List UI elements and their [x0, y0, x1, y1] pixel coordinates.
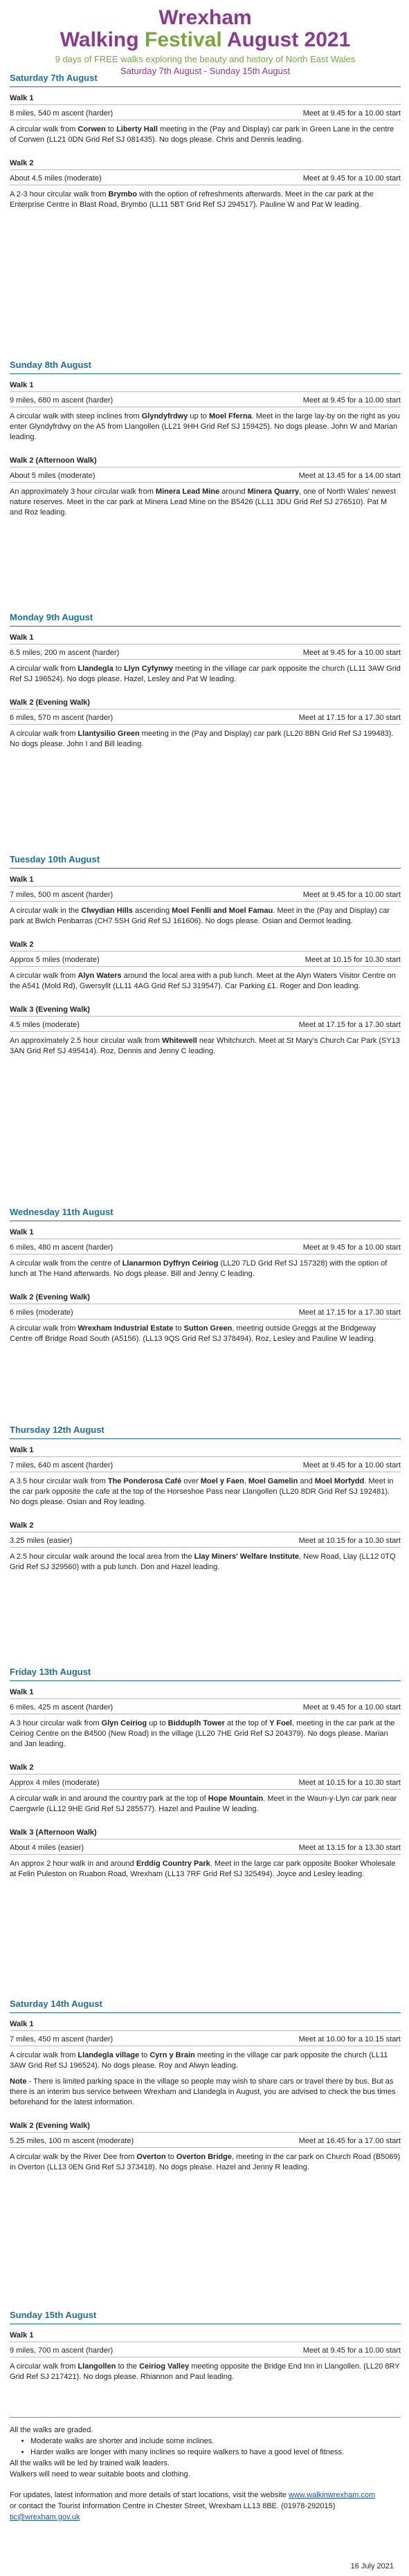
walk-text: near Whitchurch. Meet at St Mary's Church Car Park (SY13 3AN Grid Ref SJ 495414). Roz, Dennis and Jenny C leading. [10, 1037, 400, 1055]
walk-location: Erddig Country Park [136, 1860, 210, 1868]
walk-info-row [10, 396, 401, 407]
walk-text: . Meet in the large lay-by on the right as you enter Glyndyfrdwy on the A5 from Llangollen (LL21 9HH Grid Ref SJ 159425). No dogs please. John W and Marian leading. [10, 412, 400, 441]
day-heading: Wednesday 11th August [10, 1207, 401, 1221]
walk-text: , [244, 1477, 248, 1485]
walk-block [10, 381, 401, 443]
walk-title: Walk 3 (Evening Walk) [10, 1006, 401, 1017]
walk-info-row [10, 2137, 401, 2148]
walk-location: Glyn Ceiriog [101, 1719, 147, 1727]
walk-location: Llay Miners' Welfare Institute [194, 1553, 300, 1561]
walk-meet-time: Meet at 17.15 for a 17.30 start [298, 714, 401, 722]
walk-text: A circular walk from [10, 972, 78, 980]
walk-info-row [10, 1537, 401, 1548]
walk-description [10, 1718, 401, 1750]
walk-info-row [10, 174, 401, 185]
walk-text: meeting opposite the Bridge End Inn in Llangollen. (LL20 8RY Grid Ref SJ 217421). No dogs please. Rhiannon and Paul leading. [10, 2362, 400, 2381]
walk-info-row [10, 714, 401, 725]
walk-meet-time: Meet at 9.45 for a 10.00 start [302, 109, 401, 118]
grade-item: • Harder walks are longer with many inclines so require walkers to have a good level of fitness. [30, 2447, 401, 2458]
walk-stats: 6 miles, 480 m ascent (harder) [10, 1243, 113, 1252]
walk-title: Walk 1 [10, 1688, 401, 1699]
walk-block [10, 698, 401, 750]
walk-title: Walk 2 [10, 1521, 401, 1532]
walk-location: Llangollen [78, 2362, 116, 2371]
walk-title: Walk 3 (Afternoon Walk) [10, 1828, 401, 1840]
walk-location: Minera Lead Mine [155, 488, 220, 496]
footwear-text: Walkers will need to wear suitable boots and clothing. [10, 2470, 190, 2478]
walk-meet-time: Meet at 10.00 for a 10.15 start [298, 2035, 401, 2044]
walk-text: A circular walk in and around the country park at the top of [10, 1795, 208, 1803]
walk-meet-time: Meet at 9.45 for a 10.00 start [302, 1461, 401, 1470]
walk-block [10, 1828, 401, 1880]
walk-meet-time: Meet at 9.45 for a 10.00 start [302, 891, 401, 899]
day-section [10, 1207, 401, 1358]
walk-block [10, 1688, 401, 1750]
walk-info-row [10, 891, 401, 902]
walk-text: around [219, 488, 248, 496]
walk-title: Walk 2 [10, 940, 401, 952]
day-heading: Tuesday 10th August [10, 854, 401, 869]
day-section [10, 2310, 401, 2396]
walk-text: . Meet in the car park opposite the cafe at the top of the Horseshoe Pass near Llangollen (LL20 8DR Grid Ref SJ 192481). No dogs please. Osian and Roy leading. [10, 1477, 394, 1506]
walk-meet-time: Meet at 13.45 for a 14.00 start [298, 472, 401, 480]
walk-stats: 4.5 miles (moderate) [10, 1021, 80, 1029]
walk-location: Cyrn y Brain [149, 2051, 195, 2059]
walk-title: Walk 1 [10, 2331, 401, 2342]
walk-meet-time: Meet at 16.45 for a 17.00 start [298, 2137, 401, 2145]
title-wrexham: Wrexham [158, 6, 252, 29]
walk-block [10, 633, 401, 685]
day-heading: Saturday 14th August [10, 1999, 401, 2013]
walk-meet-time: Meet at 9.45 for a 10.00 start [302, 1243, 401, 1252]
day-heading: Friday 13th August [10, 1667, 401, 1681]
walk-block [10, 1228, 401, 1279]
walk-text: An approx 2 hour walk in and around [10, 1860, 136, 1868]
walk-block [10, 2122, 401, 2173]
walk-stats: About 5 miles (moderate) [10, 472, 96, 480]
walk-location: Y Foel [269, 1719, 292, 1727]
walk-text: A 3.5 hour circular walk from [10, 1477, 108, 1485]
walk-text: around the local area with a pub lunch. Meet at the Alyn Waters Visitor Centre on the A541 (Mold Rd), Gwersyllt (LL11 4AG Grid Ref SJ 319547). Car Parking £1. Roger and Don leading. [10, 972, 396, 990]
walk-text: at the top of [224, 1719, 270, 1727]
walk-stats: 5.25 miles, 100 m ascent (moderate) [10, 2137, 134, 2145]
walk-text: A circular walk by the River Dee from [10, 2153, 137, 2161]
day-heading: Sunday 8th August [10, 360, 401, 374]
walk-info-row [10, 472, 401, 483]
walk-text: , meeting in the car park at the Ceiriog Centre on the B4500 (New Road) in the village (LL20 7HE Grid Ref SJ 204379). No dogs please. Marian and Jan leading. [10, 1719, 395, 1748]
walk-text: A circular walk from [10, 125, 78, 133]
walk-text: to [173, 1324, 184, 1333]
walk-text: A circular walk with steep inclines from [10, 412, 142, 420]
walk-stats: 9 miles, 680 m ascent (harder) [10, 396, 113, 405]
day-section [10, 854, 401, 1071]
walk-info-row [10, 109, 401, 120]
walk-location: Llantysilio Green [78, 730, 140, 738]
walk-description [10, 2050, 401, 2071]
walk-location: Moel Gamelin [248, 1477, 298, 1485]
note-text: - There is limited parking space in the village so people may wish to share cars or travel there by bus. But as there is an interim bus service between Wrexham and Llandegla in August, you are advised to check the bus times beforehand for the latest information. [10, 2077, 396, 2106]
walk-title: Walk 2 (Evening Walk) [10, 2122, 401, 2133]
walk-info-row [10, 2035, 401, 2046]
day-heading: Sunday 15th August [10, 2310, 401, 2324]
walk-location: Llandegla village [78, 2051, 140, 2059]
festival-header [10, 0, 401, 76]
walk-meet-time: Meet at 10.15 for 10.30 start [305, 956, 401, 964]
walk-text: A 2-3 hour circular walk from [10, 190, 109, 198]
walk-text: A circular walk from [10, 1324, 78, 1333]
walk-text: A circular walk from [10, 730, 78, 738]
walk-meet-time: Meet at 17.15 for a 17.30 start [298, 1021, 401, 1029]
leaders-text: All the walks will be led by trained walk leaders. [10, 2459, 170, 2467]
walk-text: An approximately 3 hour circular walk from [10, 488, 156, 496]
walk-location: Overton Bridge [176, 2153, 232, 2161]
walk-block [10, 940, 401, 992]
walk-meet-time: Meet at 9.45 for a 10.00 start [302, 1703, 401, 1712]
walk-text: up to [147, 1719, 168, 1727]
walk-title: Walk 2 (Afternoon Walk) [10, 456, 401, 467]
walk-info-row [10, 2346, 401, 2357]
subtitle: 9 days of FREE walks exploring the beauty and history of North East Wales [55, 54, 356, 64]
day-heading: Thursday 12th August [10, 1425, 401, 1439]
walk-stats: 9 miles, 700 m ascent (harder) [10, 2346, 113, 2355]
day-section [10, 360, 401, 532]
walk-block [10, 1446, 401, 1508]
note-label: Note [10, 2077, 27, 2086]
walk-location: Moel Morfydd [314, 1477, 365, 1485]
walk-info-row [10, 1844, 401, 1855]
walk-stats: 8 miles, 540 m ascent (harder) [10, 109, 113, 118]
walk-text: A circular walk from [10, 2051, 78, 2059]
walk-stats: 6 miles (moderate) [10, 1308, 73, 1317]
walk-block [10, 2020, 401, 2108]
walk-text: A 2.5 hour circular walk around the local area from the [10, 1553, 194, 1561]
walk-stats: 7 miles, 500 m ascent (harder) [10, 891, 113, 899]
walk-description [10, 1476, 401, 1508]
walk-location: Whitewell [162, 1037, 197, 1045]
walk-location: Moel y Faen [200, 1477, 244, 1485]
walk-block [10, 456, 401, 518]
walk-description [10, 1859, 401, 1880]
walk-text: . Meet in the Waun-y-Llyn car park near Caergwrle (LL12 9HE Grid Ref SJ 285577). Hazel and Pauline W leading. [10, 1795, 397, 1813]
title-walking: Walking [60, 28, 139, 51]
walk-title: Walk 1 [10, 2020, 401, 2031]
walk-block [10, 875, 401, 927]
walk-title: Walk 2 [10, 1763, 401, 1775]
walk-location: The Ponderosa Café [107, 1477, 182, 1485]
walk-text: up to [188, 412, 209, 420]
walk-title: Walk 1 [10, 94, 401, 105]
walk-text: A circular walk from [10, 2362, 78, 2371]
walk-stats: 6.5 miles, 200 m ascent (harder) [10, 649, 120, 657]
walk-block [10, 1293, 401, 1344]
walk-location: Corwen [78, 125, 106, 133]
walk-title: Walk 2 (Evening Walk) [10, 698, 401, 710]
walk-stats: Approx 5 miles (moderate) [10, 956, 100, 964]
walk-text: ascending [132, 907, 172, 915]
walk-block [10, 1521, 401, 1573]
walk-text: , meeting in the car park on Church Road (B5069) in Overton (LL13 0EN Grid Ref SJ 373418). No dogs please. Hazel and Jenny R leading. [10, 2153, 401, 2171]
walk-info-row [10, 1703, 401, 1714]
info-text [10, 2490, 401, 2501]
walk-location: Ceiriog Valley [139, 2362, 190, 2371]
walk-description [10, 1552, 401, 1573]
walk-text: meeting in the (Pay and Display) car park in Green Lane in the centre of Corwen (LL21 0DN Grid Ref SJ 081435). No dogs please. Chris and Dennis leading. [10, 125, 394, 144]
walk-text: A 3 hour circular walk from [10, 1719, 102, 1727]
walk-location: Wrexham Industrial Estate [78, 1324, 174, 1333]
walk-stats: 7 miles, 640 m ascent (harder) [10, 1461, 113, 1470]
walk-title: Walk 1 [10, 633, 401, 645]
graded-text: All the walks are graded. [10, 2426, 93, 2434]
walk-meet-time: Meet at 10.15 for a 10.30 start [298, 1779, 401, 1787]
walk-stats: Approx 4 miles (moderate) [10, 1779, 100, 1787]
walk-text: and [298, 1477, 315, 1485]
walk-title: Walk 1 [10, 875, 401, 887]
walk-location: Moel Fferna [208, 412, 252, 420]
walk-title: Walk 1 [10, 1228, 401, 1239]
footer [10, 2417, 401, 2523]
walk-meet-time: Meet at 17.15 for a 17.30 start [298, 1308, 401, 1317]
walk-text: to [113, 665, 125, 673]
walk-text: with the option of refreshments afterwards. Meet in the car park at the Enterprise Centre in Blast Road, Brymbo (LL11 5BT Grid Ref SJ 294517). Pauline W and Pat W leading. [10, 190, 374, 209]
walk-info-row [10, 1308, 401, 1319]
day-heading: Saturday 7th August [10, 73, 401, 87]
walk-description [10, 2152, 401, 2173]
walk-block [10, 159, 401, 210]
walk-block [10, 94, 401, 145]
walk-location: Glyndyfrdwy [141, 412, 188, 420]
walk-location: Overton [136, 2153, 166, 2161]
walk-text: , New Road, Llay (LL12 0TQ Grid Ref SJ 329560) with a pub lunch. Don and Hazel leading. [10, 1553, 396, 1571]
day-section [10, 73, 401, 224]
walk-description [10, 1324, 401, 1344]
walk-stats: About 4 miles (easier) [10, 1844, 84, 1852]
walk-description [10, 487, 401, 518]
walk-meet-time: Meet at 13.15 for a 13.30 start [298, 1844, 401, 1852]
walk-text: meeting in the village car park opposite the church (LL11 3AW Grid Ref SJ 196524). No dogs please. Roy and Alwyn leading. [10, 2051, 388, 2070]
walk-description [10, 971, 401, 992]
walk-info-row [10, 649, 401, 660]
walk-text: meeting in the (Pay and Display) car park (LL20 8BN Grid Ref SJ 199483). No dogs please. John I and Bill leading. [10, 730, 394, 748]
walk-description [10, 189, 401, 210]
walk-text: to [105, 125, 117, 133]
title-line-2 [10, 29, 401, 51]
walk-title: Walk 1 [10, 381, 401, 392]
day-section [10, 1999, 401, 2187]
walk-location: Llandegla [78, 665, 113, 673]
walk-text: . Meet in the large car park opposite Booker Wholesale at Felin Puleston on Ruabon Road, Wrexham (LL13 7RF Grid Ref SJ 325494). Joyce and Lesley leading. [10, 1860, 396, 1878]
walk-description [10, 2362, 401, 2382]
walk-text: A circular walk in the [10, 907, 82, 915]
walk-location: Llyn Cyfynwy [124, 665, 173, 673]
title-year: August 2021 [226, 28, 351, 51]
day-heading: Monday 9th August [10, 612, 401, 627]
walk-location: Liberty Hall [116, 125, 158, 133]
walk-stats: About 4.5 miles (moderate) [10, 174, 102, 183]
walk-description [10, 411, 401, 443]
walk-text: . Meet in the (Pay and Display) car park at Bwlch Penbarras (CH7 5SH Grid Ref SJ 161606). No dogs please. Osian and Dermot leading. [10, 907, 390, 925]
walk-text: over [181, 1477, 201, 1485]
walk-info-row [10, 1461, 401, 1472]
walk-title: Walk 2 (Evening Walk) [10, 1293, 401, 1304]
date-range: Saturday 7th August - Sunday 15th August [120, 66, 290, 76]
walk-description [10, 1794, 401, 1815]
day-section [10, 1667, 401, 1893]
walk-meet-time: Meet at 9.45 for a 10.00 start [302, 649, 401, 657]
walk-stats: 7 miles, 450 m ascent (harder) [10, 2035, 113, 2044]
walk-title: Walk 2 [10, 159, 401, 170]
walk-text: A circular walk from [10, 665, 78, 673]
title-festival: Festival [144, 28, 222, 51]
walk-text: (LL20 7LD Grid Ref SJ 157328) with the option of lunch at The Hand afterwards. No dogs please. Bill and Jenny C leading. [10, 1259, 388, 1278]
walk-location: Minera Quarry [247, 488, 300, 496]
walk-description [10, 729, 401, 750]
walk-text: A circular walk from the centre of [10, 1259, 122, 1268]
walk-title: Walk 1 [10, 1446, 401, 1457]
walk-meet-time: Meet at 9.45 for a 10.00 start [302, 396, 401, 405]
walk-description [10, 1036, 401, 1057]
page [10, 0, 401, 2570]
walk-stats: 3.25 miles (easier) [10, 1537, 73, 1545]
walk-text: to [139, 2051, 150, 2059]
walk-stats: 6 miles, 425 m ascent (harder) [10, 1703, 113, 1712]
walk-location: Clwydian Hills [81, 907, 133, 915]
walk-info-row [10, 1243, 401, 1254]
walk-block [10, 1763, 401, 1815]
walk-location: Alyn Waters [78, 972, 122, 980]
walk-text: to [165, 2153, 176, 2161]
walk-text: , meeting outside Greggs at the Bridgeway Centre off Bridge Road South (A5156). (LL13 9QS Grid Ref SJ 378494). Roz, Lesley and Pauline W leading. [10, 1324, 376, 1343]
grade-item: • Moderate walks are shorter and include some inclines. [30, 2436, 401, 2447]
grade-list [10, 2436, 401, 2458]
walk-info-row [10, 956, 401, 967]
walk-meet-time: Meet at 9.45 for a 10.00 start [302, 2346, 401, 2355]
walk-info-row [10, 1779, 401, 1790]
walk-block [10, 2331, 401, 2382]
contact-prefix: or contact the Tourist Information Centre in Chester Street, Wrexham LL13 8BE. (01978-292015) [10, 2502, 336, 2510]
walk-location: Bidduplh Tower [167, 1719, 225, 1727]
walk-block [10, 1006, 401, 1057]
walk-description [10, 906, 401, 927]
walk-location: Brymbo [108, 190, 137, 198]
day-section [10, 612, 401, 763]
info-prefix: For updates, latest information and more details of start locations, visit the website [10, 2491, 289, 2499]
walk-text: , one of North Wales' newest nature reserves. Meet in the car park at Minera Lead Mine on the B5426 (LL11 3DU Grid Ref SJ 276510). Pat M and Roz leading. [10, 488, 397, 517]
website-link[interactable]: www.walkinwrexham.com [288, 2491, 376, 2499]
email-link[interactable]: tic@wrexham.gov.uk [10, 2513, 80, 2521]
walk-text: meeting in the village car park opposite the church (LL11 3AW Grid Ref SJ 196524). No dogs please. Hazel, Lesley and Pat W leading. [10, 665, 401, 683]
document-date: 16 July 2021 [350, 2562, 394, 2570]
walk-description [10, 124, 401, 145]
walk-location: Moel Fenlli and Moel Famau [172, 907, 273, 915]
walk-description [10, 664, 401, 685]
walk-text: An approximately 2.5 hour circular walk from [10, 1037, 163, 1045]
walk-location: Sutton Green [183, 1324, 233, 1333]
walk-stats: 6 miles, 570 m ascent (harder) [10, 714, 113, 722]
walk-info-row [10, 1021, 401, 1032]
walk-meet-time: Meet at 9.45 for a 10.00 start [302, 174, 401, 183]
walk-location: Hope Mountain [208, 1795, 264, 1803]
walk-note [10, 2077, 401, 2108]
walk-description [10, 1259, 401, 1279]
walk-meet-time: Meet at 10.15 for a 10.30 start [298, 1537, 401, 1545]
day-section [10, 1425, 401, 1586]
walk-text: to the [116, 2362, 140, 2371]
walk-location: Llanarmon Dyffryn Ceiriog [122, 1259, 219, 1268]
contact-text [10, 2501, 401, 2523]
